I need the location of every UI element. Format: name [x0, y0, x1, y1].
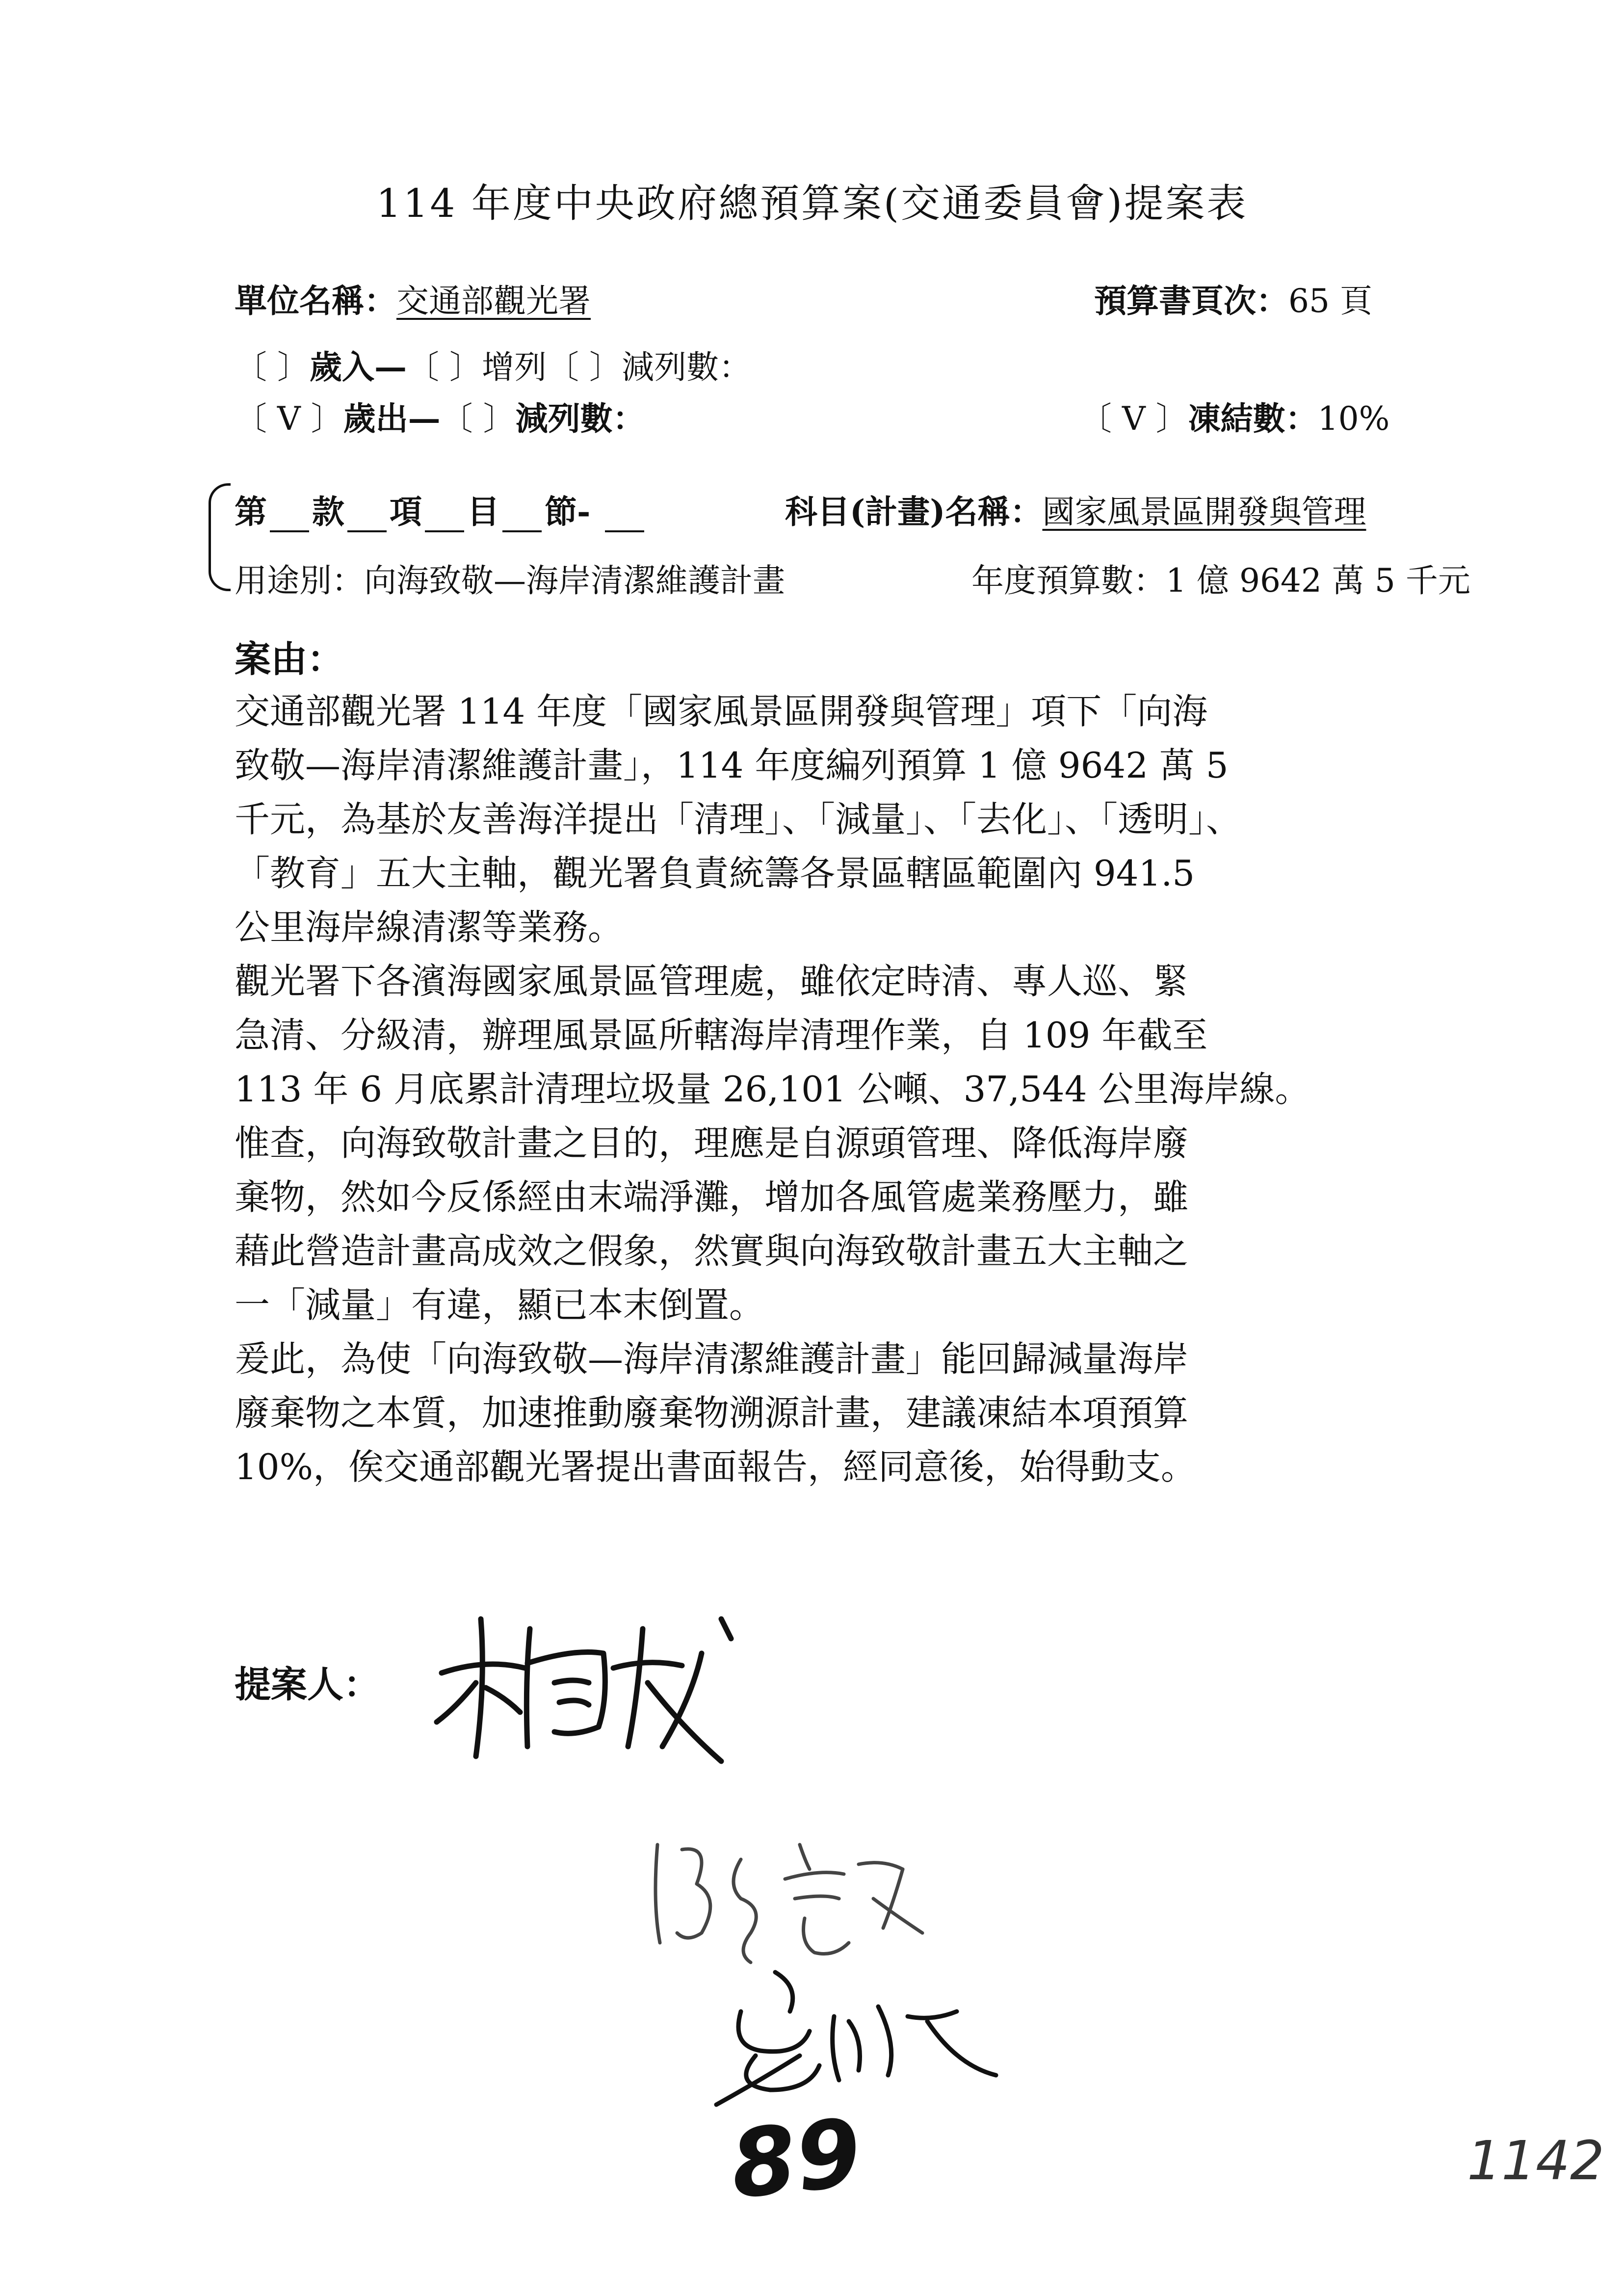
page-ref	[1094, 275, 1372, 321]
paragraph: 交通部觀光署 114 年度「國家風景區開發與管理」項下「向海 致敬—海岸清潔維護計畫」，114 年度編列預算 1 億 9642 萬 5 千元，為基於友善海洋提出「清理」、「減量」、「去化」、「透明」、 「教育」五大主軸，觀光署負責統籌各景區轄區範圍內 941.5 公里海岸線清潔等業務。	[235, 691, 1242, 948]
blank-field	[347, 501, 387, 532]
purpose-row	[235, 554, 785, 601]
budget-value: 1 億 9642 萬 5 千元	[1166, 562, 1470, 600]
section-kuan: 款	[312, 493, 344, 531]
revenue-label: 歲入—	[309, 348, 407, 386]
purpose-value: 向海致敬—海岸清潔維護計畫	[364, 562, 785, 600]
page-title: 114 年度中央政府總預算案(交通委員會)提案表	[376, 181, 1248, 226]
increase-label: 增列	[481, 348, 547, 386]
page-ref-label: 預算書頁次：	[1094, 282, 1288, 320]
section-xiang: 項	[390, 493, 422, 531]
blank-field	[502, 501, 542, 532]
revenue-checkbox: 〔 〕	[235, 348, 310, 386]
proposer-label: 提案人：	[235, 1664, 380, 1706]
paragraph: 觀光署下各濱海國家風景區管理處，雖依定時清、專人巡、緊 急清、分級清，辦理風景區所轄海岸清理作業，自 109 年截至 113 年 6 月底累計清理垃圾量 26,101 公噸、37,544 公里海岸線。 惟查，向海致敬計畫之目的，理應是自源頭管理、降低海岸廢 棄物，然如今反係經由末端淨灘，增加各風管處業務壓力，雖 藉此營造計畫高成效之假象，然實與向海致敬計畫五大主軸之 一「減量」有違，顯已本末倒置。	[235, 961, 1310, 1326]
section-di: 第	[235, 493, 267, 531]
paragraph: 爰此，為使「向海致敬—海岸清潔維護計畫」能回歸減量海岸 廢棄物之本質，加速推動廢棄物溯源計畫，建議凍結本項預算 10%，俟交通部觀光署提出書面報告，經同意後，始得動支。	[235, 1338, 1197, 1487]
freeze-value: 10%	[1317, 400, 1390, 438]
revenue-decrease-label: 減列數：	[621, 348, 751, 386]
expense-decrease-checkbox: 〔 〕	[440, 400, 516, 438]
section-jie: 節-	[545, 493, 591, 531]
budget-row	[971, 554, 1470, 601]
expense-decrease-label: 減列數：	[515, 399, 645, 438]
budget-label: 年度預算數：	[971, 562, 1166, 600]
increase-checkbox: 〔 〕	[406, 348, 482, 386]
subject-row	[785, 486, 1366, 532]
blank-field	[270, 501, 309, 532]
handwritten-page-number: 89	[726, 2098, 866, 2220]
section-line	[235, 486, 647, 532]
page-ref-value: 65 頁	[1288, 282, 1372, 320]
proposer-signature	[427, 1599, 780, 1786]
purpose-label: 用途別：	[235, 562, 364, 600]
blank-field	[605, 501, 644, 532]
freeze-row	[1079, 392, 1389, 439]
freeze-checkbox: 〔 V 〕	[1079, 400, 1188, 438]
reason-body	[235, 684, 1422, 1494]
decrease-checkbox: 〔 〕	[546, 348, 622, 386]
cosigner-signature-2	[702, 1957, 1016, 2119]
expense-line	[235, 392, 645, 439]
expense-label: 歲出—	[343, 399, 441, 438]
section-bracket	[209, 483, 231, 591]
freeze-label: 凍結數：	[1188, 399, 1318, 438]
revenue-line	[235, 341, 751, 388]
unit-value: 交通部觀光署	[396, 282, 591, 320]
cosigner-signature-1	[638, 1815, 942, 1972]
handwritten-doc-number: 1142	[1467, 2129, 1604, 2192]
subject-label: 科目(計畫)名稱：	[785, 493, 1043, 531]
expense-checkbox: 〔 V 〕	[235, 400, 343, 438]
section-mu: 目	[467, 493, 499, 531]
unit-row	[235, 275, 591, 321]
reason-heading: 案由：	[235, 638, 343, 680]
subject-value: 國家風景區開發與管理	[1042, 493, 1366, 531]
blank-field	[425, 501, 464, 532]
unit-label: 單位名稱：	[235, 282, 396, 320]
